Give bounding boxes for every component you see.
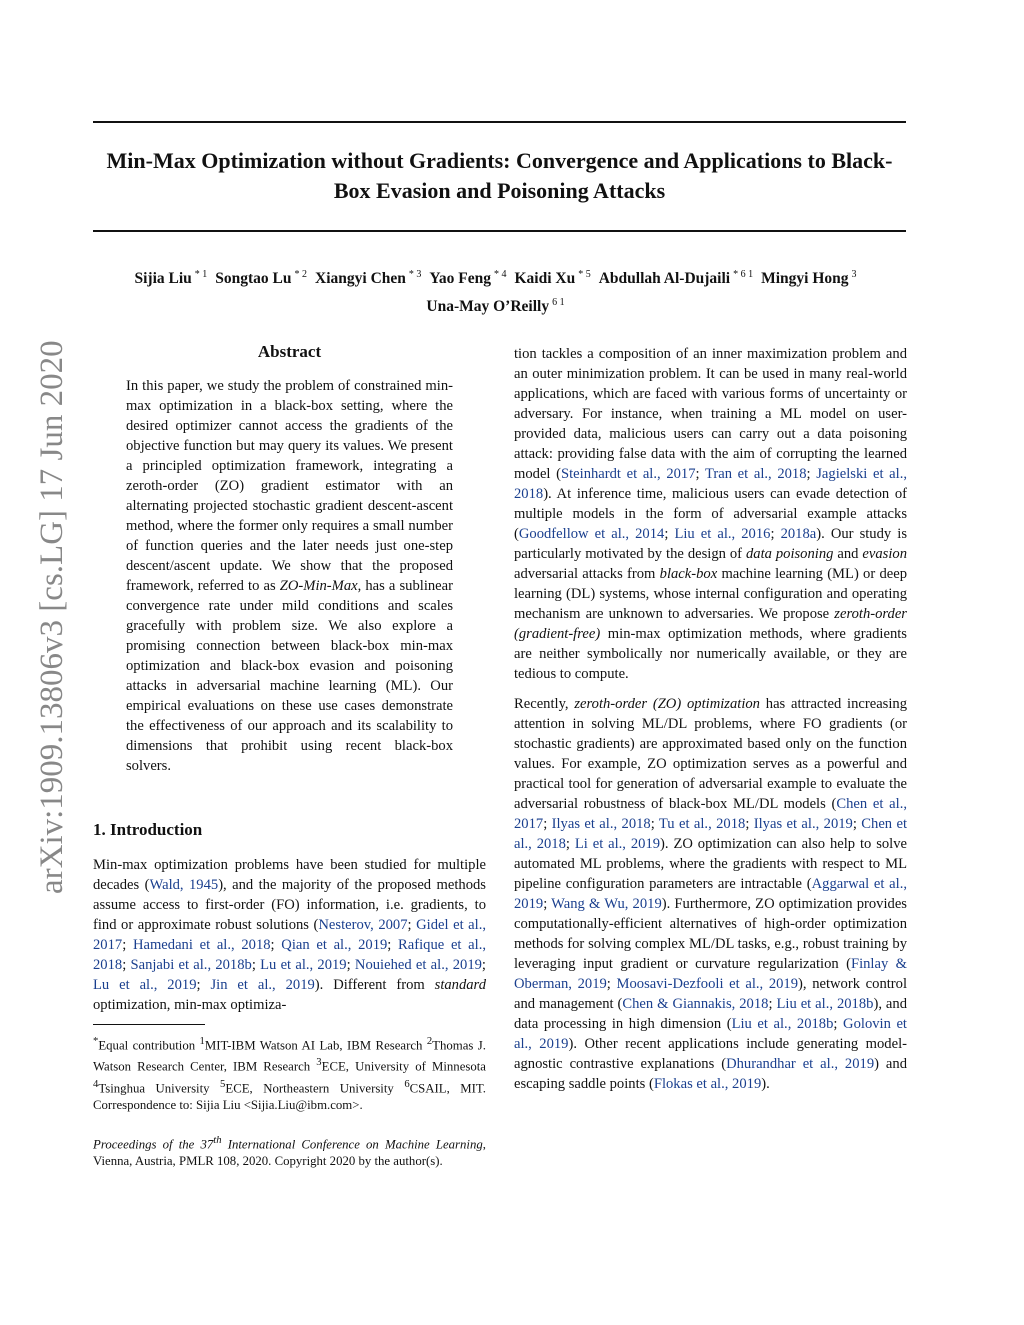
citation-link[interactable]: Wang & Wu, 2019 (551, 896, 662, 912)
citation-link[interactable]: Jin et al., 2019 (210, 977, 315, 993)
author-name: Yao Feng (429, 270, 491, 287)
emphasis: zeroth-order (gradient-free) (514, 606, 907, 642)
citation-link[interactable]: Jagielski et al., 2018 (514, 466, 907, 502)
superscript-marker: * (93, 1036, 99, 1047)
citation-link[interactable]: Hamedani et al., 2018 (132, 937, 271, 953)
citation-link[interactable]: Ilyas et al., 2018 (551, 816, 651, 832)
abstract-heading: Abstract (257, 342, 322, 361)
paper-title: Min-Max Optimization without Gradients: Convergence and Applications to Black-Box Evasion and Poisoning Attacks (106, 148, 893, 203)
author-affiliation-marker: * 1 (194, 269, 208, 280)
superscript-marker: 1 (199, 1036, 205, 1047)
emphasis: International Conference on Machine Learning (221, 1137, 483, 1152)
proceedings-note: Proceedings of the 37th International Conference on Machine Learning, Vienna, Austria, PMLR 108, 2020. Copyright 2020 by the author(s). (93, 1134, 486, 1169)
emphasis: data poisoning (745, 546, 834, 562)
left-column (93, 340, 486, 1170)
citation-link[interactable]: Tu et al., 2018 (658, 816, 746, 832)
citation-link[interactable]: Liu et al., 2018b (776, 996, 874, 1012)
citation-link[interactable]: 2018a (780, 526, 817, 542)
citation-link[interactable]: Rafique et al., 2018 (93, 937, 486, 973)
citation-link[interactable]: Moosavi-Dezfooli et al., 2019 (616, 976, 799, 992)
title-rule-bottom (93, 230, 906, 232)
citation-link[interactable]: Aggarwal et al., 2019 (514, 876, 907, 912)
superscript-marker: 4 (93, 1078, 99, 1090)
author-name: Kaidi Xu (514, 270, 576, 287)
citation-link[interactable]: Wald, 1945 (149, 877, 219, 893)
author-name: Una-May O’Reilly (426, 298, 550, 315)
author-affiliation-marker: * 4 (493, 269, 507, 280)
citation-link[interactable]: Dhurandhar et al., 2019 (726, 1056, 875, 1072)
citation-link[interactable]: Flokas et al., 2019 (653, 1076, 762, 1092)
citation-link[interactable]: Golovin et al., 2019 (514, 1016, 907, 1052)
citation-link[interactable]: Steinhardt et al., 2017 (561, 466, 696, 482)
citation-link[interactable]: Liu et al., 2016 (674, 526, 771, 542)
footnote-divider (93, 1024, 205, 1025)
citation-link[interactable]: Liu et al., 2018b (731, 1016, 834, 1032)
citation-link[interactable]: Tran et al., 2018 (704, 466, 807, 482)
intro-paragraph-2: Recently, zeroth-order (ZO) optimization has attracted increasing attention in solving ML/DL problems, where FO gradients (or stochastic gradients) are approximated based only on the function values. For example, ZO optimization serves as a powerful and practical tool for generation of adversarial example to evaluate the adversarial robustness of black-box ML/DL models (Chen et al., 2017; Ilyas et al., 2018; Tu et al., 2018; Ilyas et al., 2019; Chen et al., 2018; Li et al., 2019). ZO optimization can also help to solve automated ML problems, where the gradients with respect to ML pipeline configuration parameters are intractable (Aggarwal et al., 2019; Wang & Wu, 2019). Furthermore, ZO optimization provides computationally-efficient alternatives of high-order optimization methods for solving complex ML/DL tasks, e.g., robust training by leveraging input gradient or curvature regularization (Finlay & Oberman, 2019; Moosavi-Dezfooli et al., 2019), network control and management (Chen & Giannakis, 2018; Liu et al., 2018b), and data processing in high dimension (Liu et al., 2018b; Golovin et al., 2019). Other recent applications include generating model-agnostic contrastive explanations (Dhurandhar et al., 2019) and escaping saddle points (Flokas et al., 2019). (514, 696, 908, 1092)
author-affiliation-marker: * 2 (294, 269, 308, 280)
citation-link[interactable]: Li et al., 2019 (574, 836, 661, 852)
author-affiliation-marker: * 5 (578, 269, 591, 280)
emphasis: evasion (862, 546, 907, 562)
citation-link[interactable]: Gidel et al., 2017 (93, 917, 487, 953)
intro-paragraph-1: Min-max optimization problems have been studied for multiple decades (Wald, 1945), and the majority of the proposed methods assume access to first-order (FO) information, i.e. gradients, to find or approximate robust solutions (Nesterov, 2007; Gidel et al., 2017; Hamedani et al., 2018; Qian et al., 2019; Rafique et al., 2018; Sanjabi et al., 2018b; Lu et al., 2019; Nouiehed et al., 2019; Lu et al., 2019; Jin et al., 2019). Different from standard optimization, min-max optimiza- (93, 857, 487, 1013)
author-name: Abdullah Al-Dujaili (598, 270, 731, 287)
citation-link[interactable]: Goodfellow et al., 2014 (518, 526, 665, 542)
citation-link[interactable]: Lu et al., 2019 (93, 977, 197, 993)
emphasis: zeroth-order (ZO) optimization (574, 696, 760, 712)
emphasis: standard (434, 977, 486, 993)
intro-paragraph-1-continued: tion tackles a composition of an inner maximization problem and an outer minimization problem. It can be used in many real-world applications, which are faced with various forms of uncertainty or adversary. For instance, when training a ML model on user-provided data, malicious users can carry out a data poisoning attack: providing false data with the aim of corrupting the learned model (Steinhardt et al., 2017; Tran et al., 2018; Jagielski et al., 2018). At inference time, malicious users can evade detection of multiple models in the form of adversarial example attacks (Goodfellow et al., 2014; Liu et al., 2016; 2018a). Our study is particularly motivated by the design of data poisoning and evasion adversarial attacks from black-box machine learning (ML) or deep learning (DL) systems, whose internal configuration and operating mechanism are unknown to adversaries. We propose zeroth-order (gradient-free) min-max optimization methods, where gradients are neither symbolically nor numerically available, or they are tedious to compute. (514, 346, 908, 682)
emphasis: 37 (200, 1137, 214, 1152)
emphasis: Proceedings of the (93, 1137, 201, 1152)
method-name: ZO-Min-Max (279, 578, 358, 594)
citation-link[interactable]: Finlay & Oberman, 2019 (514, 956, 907, 992)
citation-link[interactable]: Nesterov, 2007 (318, 917, 408, 933)
section-heading-introduction: 1. Introduction (93, 820, 203, 839)
citation-link[interactable]: Chen & Giannakis, 2018 (622, 996, 769, 1012)
title-rule-top (93, 121, 906, 123)
author-name: Mingyi Hong (761, 270, 849, 287)
right-column (514, 344, 907, 1094)
superscript-marker: th (213, 1134, 222, 1146)
abstract-text: In this paper, we study the problem of constrained min-max optimization in a black-box setting, where the desired optimizer cannot access the gradients of the objective function but may query its values. We present a principled optimization framework, integrating a zeroth-order (ZO) gradient estimator with an alternating projected stochastic gradient descent-ascent method, where the former only requires a small number of function queries and the later needs just one-step descent/ascent update. We show that the proposed framework, referred to as ZO-Min-Max, has a sublinear convergence rate under mild conditions and scales gracefully with problem size. We also explore a promising connection between black-box min-max optimization and black-box evasion and poisoning attacks in adversarial machine learning (ML). Our empirical evaluations on these use cases demonstrate the effectiveness of our approach and its scalability to dimensions that prohibit using recent black-box solvers. (126, 378, 454, 774)
arxiv-identifier: arXiv:1909.13806v3 [cs.LG] 17 Jun 2020 (34, 340, 70, 894)
author-name: Sijia Liu (134, 270, 192, 287)
author-affiliation-marker: 6 1 (552, 297, 565, 308)
citation-link[interactable]: Sanjabi et al., 2018b (130, 957, 252, 973)
author-name: Songtao Lu (215, 270, 292, 287)
author-affiliation-marker: * 3 (408, 269, 422, 280)
citation-link[interactable]: Qian et al., 2019 (281, 937, 388, 953)
superscript-marker: 3 (316, 1057, 322, 1069)
author-affiliation-marker: * 6 1 (733, 269, 754, 280)
author-name: Xiangyi Chen (315, 270, 406, 287)
citation-link[interactable]: Chen et al., 2018 (514, 816, 908, 852)
emphasis: black-box (659, 566, 718, 582)
superscript-marker: 6 (404, 1078, 410, 1090)
citation-link[interactable]: Lu et al., 2019 (260, 957, 347, 973)
author-affiliation-marker: 3 (851, 269, 857, 280)
affiliation-footnote: *Equal contribution $^1$MIT-IBM Watson AI Lab, IBM Research $^2$Thomas J. Watson Research Center, IBM Research $^3$ECE, University of Minnesota $^4$Tsinghua University $^5$ECE, Northeastern University $^6$CSAIL, MIT. Correspondence to: Sijia Liu <Sijia.Liu@ibm.com>. (93, 1036, 486, 1112)
citation-link[interactable]: Ilyas et al., 2019 (753, 816, 853, 832)
author-list (93, 263, 906, 319)
superscript-marker: 5 (220, 1078, 226, 1090)
superscript-marker: 2 (426, 1036, 433, 1047)
citation-link[interactable]: Nouiehed et al., 2019 (354, 957, 482, 973)
citation-link[interactable]: Chen et al., 2017 (514, 796, 907, 832)
